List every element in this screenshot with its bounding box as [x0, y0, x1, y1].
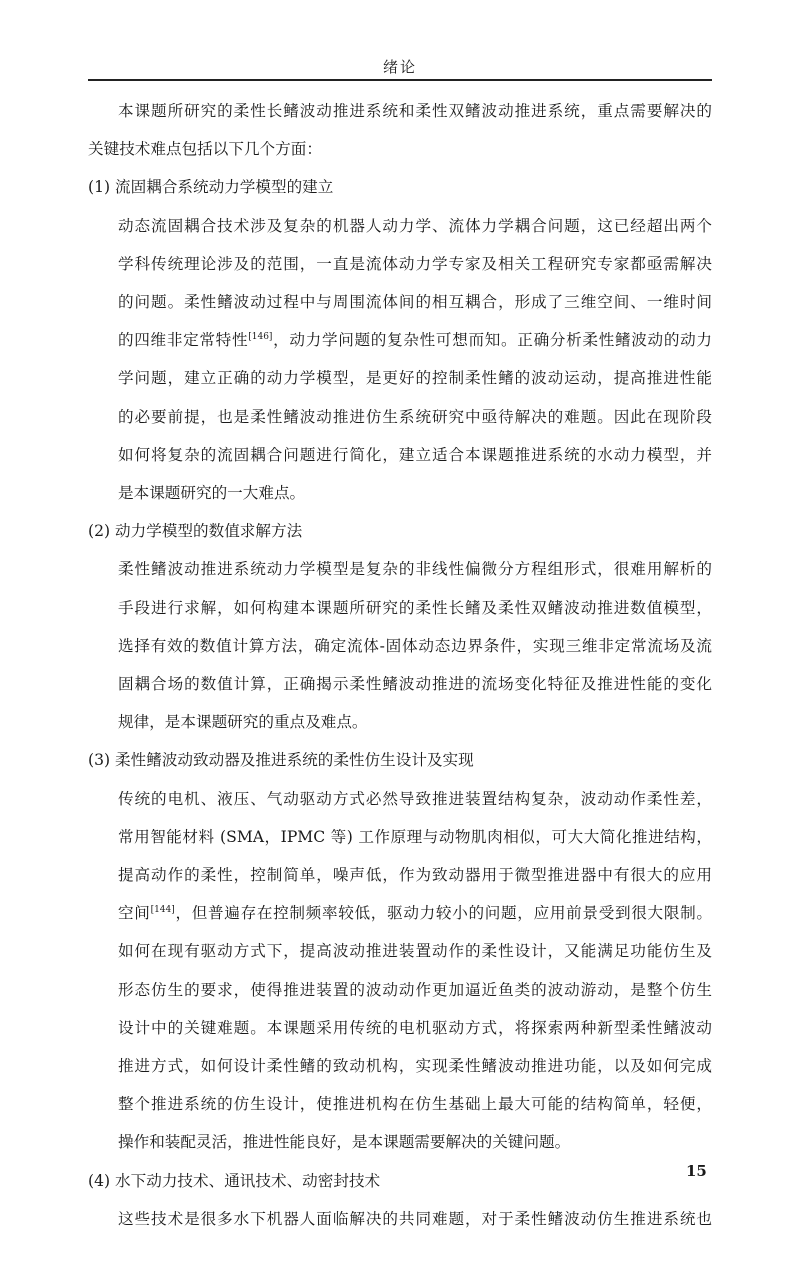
citation-ref: [146]: [248, 332, 273, 343]
body-line: 如何在现有驱动方式下，提高波动推进装置动作的柔性设计，又能满足功能仿生及: [118, 942, 712, 961]
body-line: 学科传统理论涉及的范围，一直是流体动力学专家及相关工程研究专家都亟需解决: [118, 254, 712, 273]
text-span: ，但普遍存在控制频率较低，驱动力较小的问题，应用前景受到很大限制。: [174, 904, 712, 923]
body-line: 的必要前提，也是柔性鳍波动推进仿生系统研究中亟待解决的难题。因此在现阶段: [118, 407, 712, 426]
body-line: 这些技术是很多水下机器人面临解决的共同难题，对于柔性鳍波动仿生推进系统也: [118, 1209, 712, 1228]
body-line: [118, 330, 712, 350]
text-span: 的四维非定常特性: [118, 331, 249, 350]
body-line: 的问题。柔性鳍波动过程中与周围流体间的相互耦合，形成了三维空间、一维时间: [118, 293, 712, 311]
page-number: 15: [686, 1162, 707, 1180]
body-line: 推进方式，如何设计柔性鳍的致动机构，实现柔性鳍波动推进功能，以及如何完成: [118, 1057, 712, 1075]
text-span: 空间: [118, 904, 151, 923]
body-line: 形态仿生的要求，使得推进装置的波动动作更加逼近鱼类的波动游动，是整个仿生: [118, 980, 712, 999]
body-line: 是本课题研究的一大难点。: [118, 484, 306, 502]
body-line: 动态流固耦合技术涉及复杂的机器人动力学、流体力学耦合问题，这已经超出两个: [118, 216, 712, 235]
body-line: 学问题，建立正确的动力学模型，是更好的控制柔性鳍的波动运动，提高推进性能: [118, 369, 712, 388]
body-line: 提高动作的柔性，控制简单，噪声低，作为致动器用于微型推进器中有很大的应用: [118, 866, 712, 884]
body-line: 手段进行求解，如何构建本课题所研究的柔性长鳍及柔性双鳍波动推进数值模型，: [118, 598, 712, 617]
body-line: 整个推进系统的仿生设计，使推进机构在仿生基础上最大可能的结构简单，轻便，: [118, 1095, 712, 1114]
running-header: 绪论: [382, 58, 417, 76]
header-rule: [88, 79, 712, 81]
body-line: 传统的电机、液压、气动驱动方式必然导致推进装置结构复杂，波动动作柔性差，: [118, 789, 712, 808]
section-heading: (1) 流固耦合系统动力学模型的建立: [88, 178, 334, 197]
body-line: 常用智能材料 (SMA，IPMC 等) 工作原理与动物肌肉相似，可大大简化推进结构，: [118, 827, 712, 846]
section-heading: (4) 水下动力技术、通讯技术、动密封技术: [88, 1171, 381, 1190]
body-line: 设计中的关键难题。本课题采用传统的电机驱动方式，将探索两种新型柔性鳍波动: [118, 1018, 712, 1037]
body-line: 柔性鳍波动推进系统动力学模型是复杂的非线性偏微分方程组形式，很难用解析的: [118, 560, 712, 579]
section-heading: (3) 柔性鳍波动致动器及推进系统的柔性仿生设计及实现: [88, 751, 474, 770]
body-line: 选择有效的数值计算方法，确定流体-固体动态边界条件，实现三维非定常流场及流: [118, 636, 712, 655]
text-span: ，动力学问题的复杂性可想而知。正确分析柔性鳍波动的动力: [272, 331, 712, 350]
body-line: 操作和装配灵活，推进性能良好，是本课题需要解决的关键问题。: [118, 1133, 571, 1152]
body-line: [118, 903, 712, 923]
intro-line: 本课题所研究的柔性长鳍波动推进系统和柔性双鳍波动推进系统，重点需要解决的: [118, 102, 712, 120]
body-line: 固耦合场的数值计算，正确揭示柔性鳍波动推进的流场变化特征及推进性能的变化: [118, 675, 712, 693]
intro-line: 关键技术难点包括以下几个方面：: [88, 140, 322, 159]
body-line: 如何将复杂的流固耦合问题进行简化，建立适合本课题推进系统的水动力模型，并: [118, 445, 712, 464]
section-heading: (2) 动力学模型的数值求解方法: [88, 522, 303, 541]
citation-ref: [144]: [150, 905, 175, 916]
body-line: 规律，是本课题研究的重点及难点。: [118, 713, 368, 732]
